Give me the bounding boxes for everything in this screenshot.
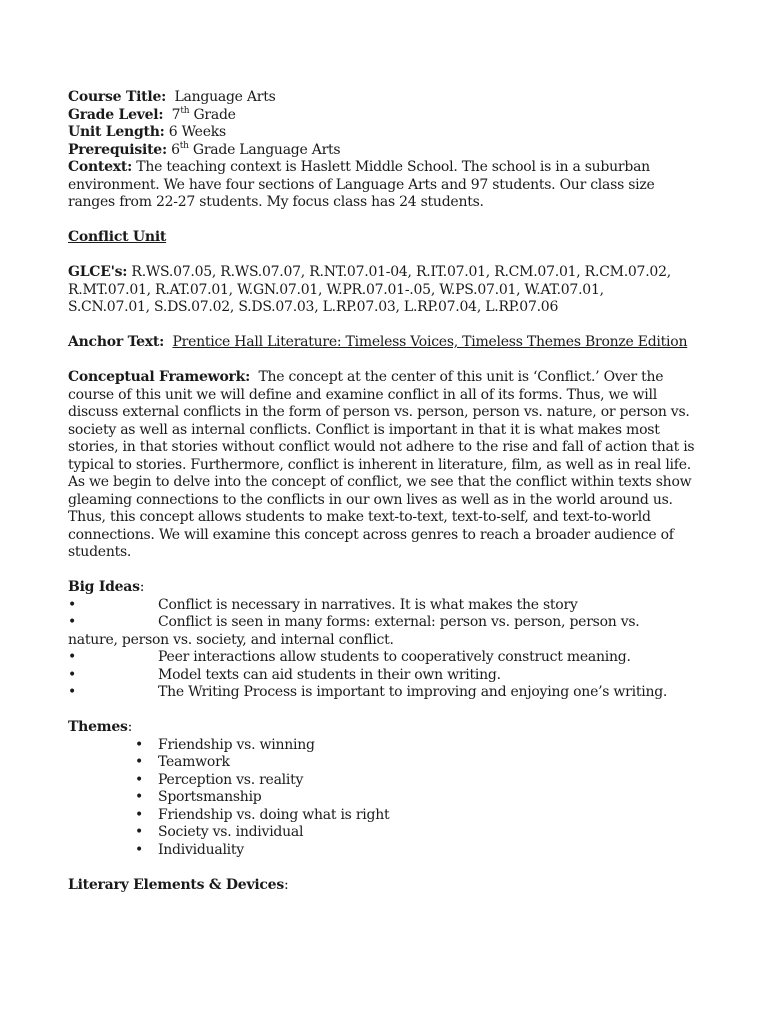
course-title-label: Course Title — [68, 89, 162, 105]
course-title-line: Course Title: Language Arts — [68, 89, 276, 105]
theme-text: Friendship vs. winning — [158, 736, 315, 753]
unit-length-value: 6 Weeks — [168, 124, 226, 140]
prerequisite-line: Prerequisite: 6th Grade Language Arts — [68, 140, 341, 158]
unit-heading: Conflict Unit — [68, 229, 167, 245]
bullet-icon: • — [135, 841, 144, 858]
framework-line-2: course of this unit we will define and examine conflict in all of its forms. Thus, we will — [68, 386, 657, 403]
framework-line-4: society as well as internal conflicts. Conflict is important in that it is what makes most — [68, 421, 660, 438]
big-idea-text: Peer interactions allow students to cooperatively construct meaning. — [158, 649, 631, 665]
bullet-icon: • — [135, 806, 144, 823]
document-body — [68, 89, 695, 894]
theme-text: Sportsmanship — [158, 789, 262, 805]
bullet-icon: • — [68, 649, 77, 665]
prerequisite-label: Prerequisite — [68, 141, 162, 158]
bullet-icon: • — [135, 771, 144, 788]
big-idea-item — [68, 667, 688, 685]
theme-text: Individuality — [158, 841, 244, 858]
grade-level-rest: Grade — [193, 106, 236, 123]
glce-line-3: S.CN.07.01, S.DS.07.02, S.DS.07.03, L.RP.07.03, L.RP.07.04, L.RP.07.06 — [68, 299, 559, 315]
theme-item — [68, 737, 688, 755]
themes-heading: Themes: — [68, 719, 133, 735]
grade-level-label: Grade Level — [68, 106, 159, 123]
bullet-icon: • — [68, 684, 77, 700]
anchor-text-line: Anchor Text: Prentice Hall Literature: Timeless Voices, Timeless Themes Bronze Edition — [68, 334, 688, 350]
theme-text: Friendship vs. doing what is right — [158, 806, 390, 823]
big-idea-continuation: nature, person vs. society, and internal conflict. — [68, 631, 394, 648]
framework-line-10: connections. We will examine this concept across genres to reach a broader audience of — [68, 526, 674, 543]
prerequisite-number: 6 — [171, 141, 180, 158]
theme-text: Teamwork — [158, 754, 230, 770]
theme-item — [68, 789, 688, 807]
unit-length-line: Unit Length: 6 Weeks — [68, 124, 226, 140]
big-idea-item — [68, 684, 688, 702]
theme-item — [68, 824, 688, 842]
bullet-icon: • — [135, 789, 144, 805]
glce-line-1: GLCE's: R.WS.07.05, R.WS.07.07, R.NT.07.01-04, R.IT.07.01, R.CM.07.01, R.CM.07.02, — [68, 264, 671, 280]
literary-label: Literary Elements & Devices — [68, 876, 284, 893]
prerequisite-rest: Grade Language Arts — [192, 141, 341, 158]
context-label: Context — [68, 159, 128, 175]
framework-line-7: As we begin to delve into the concept of conflict, we see that the conflict within texts show — [68, 474, 692, 490]
context-line-1: Context: The teaching context is Haslett Middle School. The school is in a suburban — [68, 159, 650, 175]
bullet-icon: • — [68, 596, 77, 613]
bullet-icon: • — [135, 824, 144, 840]
bullet-icon: • — [135, 754, 144, 770]
theme-text: Perception vs. reality — [158, 771, 304, 788]
big-ideas-label: Big Ideas — [68, 579, 140, 595]
framework-line-1: Conceptual Framework: The concept at the center of this unit is ‘Conflict.’ Over the — [68, 369, 664, 385]
framework-line-8: gleaming connections to the conflicts in our own lives as well as in the world around us. — [68, 491, 673, 508]
big-idea-text: Conflict is seen in many forms: external: person vs. person, person vs. — [158, 614, 640, 630]
big-idea-text: Model texts can aid students in their own writing. — [158, 666, 501, 683]
big-idea-item — [68, 597, 688, 615]
glce-label: GLCE's — [68, 264, 123, 280]
anchor-text-title: Prentice Hall Literature: Timeless Voices, Timeless Themes Bronze Edition — [172, 334, 688, 350]
framework-line-3: discuss external conflicts in the form of person vs. person, person vs. nature, or person vs. — [68, 404, 690, 420]
big-idea-text: The Writing Process is important to improving and enjoying one’s writing. — [158, 684, 668, 700]
theme-text: Society vs. individual — [158, 824, 304, 840]
themes-label: Themes — [68, 719, 128, 735]
big-idea-item — [68, 649, 688, 667]
grade-level-number: 7 — [171, 106, 181, 123]
anchor-text-label: Anchor Text — [68, 334, 160, 350]
bullet-icon: • — [68, 666, 77, 683]
unit-length-label: Unit Length — [68, 124, 160, 140]
framework-label: Conceptual Framework — [68, 369, 246, 385]
context-line-2: environment. We have four sections of Language Arts and 97 students. Our class size — [68, 176, 655, 193]
theme-item — [68, 807, 688, 825]
bullet-icon: • — [68, 614, 77, 630]
context-line-3: ranges from 22-27 students. My focus class has 24 students. — [68, 194, 484, 210]
big-idea-item — [68, 614, 688, 632]
big-idea-text: Conflict is necessary in narratives. It is what makes the story — [158, 596, 578, 613]
grade-level-suffix: th — [180, 105, 190, 116]
framework-line-5: stories, in that stories without conflict would not adhere to the rise and fall of action that is — [68, 439, 695, 455]
framework-line-9: Thus, this concept allows students to make text-to-text, text-to-self, and text-to-world — [68, 509, 651, 525]
prerequisite-suffix: th — [179, 140, 189, 151]
theme-item — [68, 754, 688, 772]
theme-item — [68, 772, 688, 790]
bullet-icon: • — [135, 736, 144, 753]
course-title-value: Language Arts — [174, 89, 276, 105]
big-ideas-heading: Big Ideas: — [68, 579, 145, 595]
literary-heading: Literary Elements & Devices: — [68, 876, 289, 893]
framework-line-6: typical to stories. Furthermore, conflict is inherent in literature, film, as well as in real life. — [68, 456, 691, 473]
framework-line-11: students. — [68, 544, 132, 560]
theme-item — [68, 842, 688, 860]
grade-level-line: Grade Level: 7th Grade — [68, 105, 236, 123]
glce-line-2: R.MT.07.01, R.AT.07.01, W.GN.07.01, W.PR.07.01-.05, W.PS.07.01, W.AT.07.01, — [68, 281, 604, 298]
